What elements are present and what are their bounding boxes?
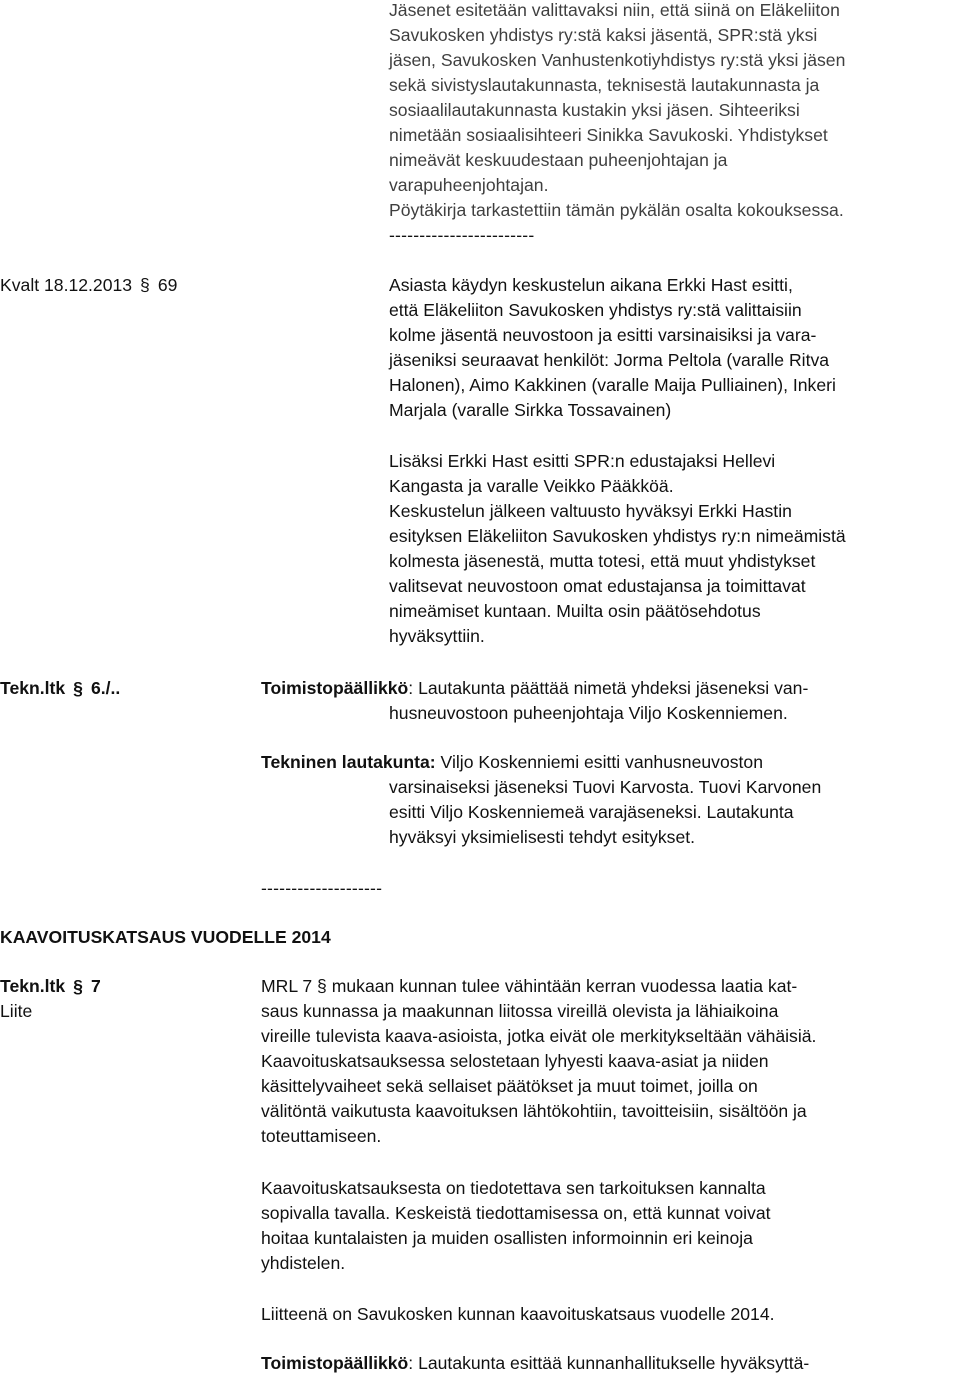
tekn7-line: hoitaa kuntalaisten ja muiden osallisten informoinnin eri keinoja [261,1228,753,1248]
proposal-speaker: Toimistopäällikkö [261,678,409,698]
tekn6-decision [261,750,959,850]
proposal-text: : Lautakunta esittää kunnanhallitukselle hyväksyttä- [408,1353,810,1373]
tekn6-label [0,676,120,701]
kvalt-line: esityksen Eläkeliiton Savukosken yhdistys ry:n nimeämistä [389,526,846,546]
intro-line: nimeävät keskuudestaan puheenjohtajan ja [389,150,728,170]
kvalt-line: Keskustelun jälkeen valtuusto hyväksyi Erkki Hastin [389,501,792,521]
kvalt-line: Kangasta ja varalle Veikko Pääkköä. [389,476,674,496]
kvalt-line: kolme jäsentä neuvostoon ja esitti varsinaisiksi ja vara- [389,325,817,345]
tekn6-section-number: 6./.. [90,678,121,698]
kvalt-line: että Eläkeliiton Savukosken yhdistys ry:stä valittaisiin [389,300,802,320]
tekn7-line: vireille tulevista kaava-asioista, jotka eivät ole merkitykseltään vähäisiä. [261,1026,817,1046]
tekn7-paragraph-1 [261,974,959,1149]
kvalt-line: Halonen), Aimo Kakkinen (varalle Maija Pulliainen), Inkeri [389,375,836,395]
tekn7-line: toteuttamiseen. [261,1126,382,1146]
section-heading: KAAVOITUSKATSAUS VUODELLE 2014 [0,927,331,947]
intro-paragraph [389,0,959,248]
tekn7-board-ref: Tekn.ltk [0,976,66,996]
intro-line: sekä sivistyslautakunnasta, teknisestä lautakunnasta ja [389,75,820,95]
tekn6-proposal [261,676,959,726]
kvalt-line: Marjala (varalle Sirkka Tossavainen) [389,400,672,420]
separator-dashes: ------------------------ [389,225,535,245]
tekn7-label-line [0,974,101,999]
separator-dashes: -------------------- [261,878,383,898]
tekn7-proposal [261,1351,959,1376]
kvalt-line: Asiasta käydyn keskustelun aikana Erkki Hast esitti, [389,275,793,295]
tekn6-separator [261,876,382,901]
proposal-text: : Lautakunta päättää nimetä yhdeksi jäseneksi van- [408,678,809,698]
tekn7-line: Kaavoituskatsauksessa selostetaan lyhyesti kaava-asiat ja niiden [261,1051,769,1071]
kvalt-paragraph-2 [389,449,959,649]
tekn6-decision-line: varsinaiseksi jäseneksi Tuovi Karvosta. Tuovi Karvonen [389,777,822,797]
section-sign-icon: § [140,275,150,295]
intro-line: jäsen, Savukosken Vanhustenkotiyhdistys ry:stä yksi jäsen [389,50,846,70]
intro-line: Pöytäkirja tarkastettiin tämän pykälän osalta kokouksessa. [389,200,844,220]
intro-line: Savukosken yhdistys ry:stä kaksi jäsentä, SPR:stä yksi [389,25,818,45]
tekn7-line: välitöntä vaikutusta kaavoituksen lähtökohtiin, tavoitteisiin, sisältöön ja [261,1101,807,1121]
tekn7-line: sopivalla tavalla. Keskeistä tiedottamisessa on, että kunnat voivat [261,1203,771,1223]
intro-line: Jäsenet esitetään valittavaksi niin, että siinä on Eläkeliiton [389,0,840,20]
kvalt-line: jäseniksi seuraavat henkilöt: Jorma Peltola (varalle Ritva [389,350,830,370]
kvalt-line: Lisäksi Erkki Hast esitti SPR:n edustajaksi Hellevi [389,451,776,471]
tekn7-line: yhdistelen. [261,1253,346,1273]
tekn7-section-number: 7 [90,976,101,996]
section-sign-icon: § [73,678,83,698]
proposal-speaker: Toimistopäällikkö [261,1353,409,1373]
kvalt-section-number: 69 [157,275,178,295]
intro-line: varapuheenjohtajan. [389,175,549,195]
tekn7-line: MRL 7 § mukaan kunnan tulee vähintään kerran vuodessa laatia kat- [261,976,798,996]
tekn7-paragraph-2 [261,1176,959,1276]
kvalt-meeting-ref: Kvalt 18.12.2013 [0,275,133,295]
tekn6-decision-line: esitti Viljo Koskenniemeä varajäseneksi. Lautakunta [389,802,794,822]
decision-speaker: Tekninen lautakunta: [261,752,436,772]
tekn7-line: saus kunnassa ja maakunnan liitossa vireillä olevista ja lähiaikoina [261,1001,779,1021]
kvalt-line: hyväksyttiin. [389,626,485,646]
tekn7-paragraph-3 [261,1302,959,1327]
intro-line: sosiaalilautakunnasta kustakin yksi jäsen. Sihteeriksi [389,100,800,120]
section-sign-icon: § [73,976,83,996]
tekn6-proposal-line: husneuvostoon puheenjohtaja Viljo Koskenniemen. [389,703,788,723]
tekn6-board-ref: Tekn.ltk [0,678,66,698]
tekn6-decision-line [261,750,959,775]
decision-text: Viljo Koskenniemi esitti vanhusneuvoston [435,752,763,772]
tekn6-decision-line: hyväksyi yksimielisesti tehdyt esitykset. [389,827,696,847]
tekn7-line: Liitteenä on Savukosken kunnan kaavoituskatsaus vuodelle 2014. [261,1304,775,1324]
tekn7-line: käsittelyvaiheet sekä sellaiset päätökset ja muut toimet, joilla on [261,1076,758,1096]
tekn6-proposal-line [261,676,959,701]
tekn7-proposal-line [261,1351,959,1376]
kvalt-line: valitsevat neuvostoon omat edustajansa ja toimittavat [389,576,806,596]
kvalt-line: nimeämiset kuntaan. Muilta osin päätösehdotus [389,601,761,621]
kvalt-paragraph [389,273,959,423]
tekn7-line: Kaavoituskatsauksesta on tiedotettava sen tarkoituksen kannalta [261,1178,766,1198]
intro-line: nimetään sosiaalisihteeri Sinikka Savukoski. Yhdistykset [389,125,828,145]
tekn7-label [0,974,101,1024]
kvalt-line: kolmesta jäsenestä, mutta totesi, että muut yhdistykset [389,551,816,571]
kvalt-label [0,273,177,298]
attachment-label: Liite [0,1001,33,1021]
